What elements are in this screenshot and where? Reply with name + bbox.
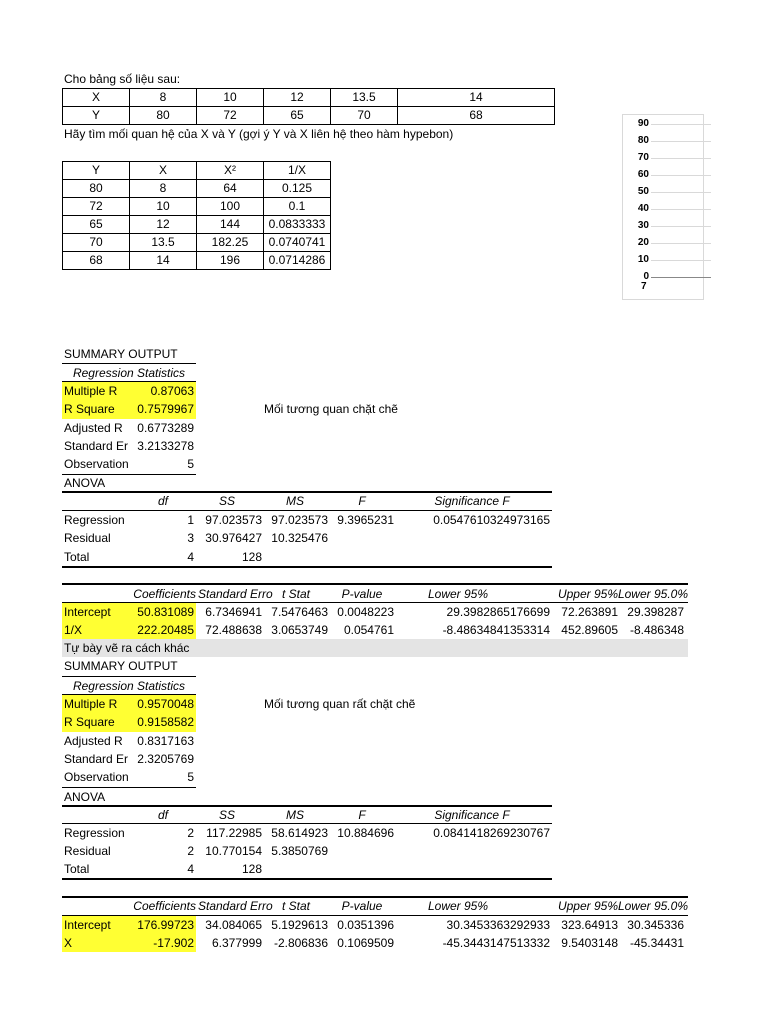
stat-value: 0.87063 (150, 384, 194, 398)
stat-label: Multiple R (64, 697, 118, 711)
intro-text: Cho bảng số liệu sau: (64, 72, 181, 86)
coef-row (62, 603, 688, 621)
table-row (63, 252, 331, 270)
coef-cell: Intercept (64, 918, 111, 932)
coef-header (62, 585, 688, 603)
coef-header-cell: Lower 95% (427, 587, 489, 601)
anova-row (62, 860, 688, 878)
table-cell: 0.0714286 (264, 252, 331, 270)
coef-header-cell: Upper 95% (557, 899, 618, 913)
stat-value: 0.8317163 (137, 733, 194, 748)
coef-cell: 222.20485 (137, 623, 194, 637)
anova-cell: 9.3965231 (337, 513, 394, 527)
question-text: Hãy tìm mối quan hệ của X và Y (gợi ý Y và X liên hệ theo hàm hypebon) (64, 127, 454, 141)
coef-cell: 0.054761 (343, 623, 394, 637)
table-cell: 8 (130, 180, 197, 198)
table-cell: 100 (197, 198, 264, 216)
anova-row (62, 511, 688, 529)
table-header-cell: X² (197, 162, 264, 180)
anova-cell: 1 (187, 513, 194, 527)
coef-row (62, 934, 688, 952)
summary-title: SUMMARY OUTPUT (64, 347, 178, 361)
note-text: Tự bày vẽ ra cách khác (64, 641, 190, 655)
coef-cell: 323.64913 (561, 918, 618, 932)
stat-value: 3.2133278 (137, 438, 194, 453)
anova-label: ANOVA (64, 476, 106, 490)
gridline (651, 209, 711, 210)
anova-cell: 30.976427 (205, 531, 262, 545)
gridline (651, 141, 711, 142)
anova-row (62, 824, 688, 842)
anova-header-cell: F (358, 808, 366, 822)
stat-value: 0.7579967 (137, 402, 194, 417)
stat-label: Standard Er (64, 751, 129, 766)
coef-header-cell: Upper 95% (557, 587, 618, 601)
stat-label: Observation (64, 770, 129, 785)
coef-cell: 3.0653749 (271, 623, 328, 637)
anova-header-cell: MS (286, 494, 304, 508)
table-cell: 196 (197, 252, 264, 270)
stat-label: R Square (64, 402, 115, 417)
table-cell: 72 (197, 107, 264, 125)
table-cell: Y (63, 107, 130, 125)
coef-header-cell: Coefficients (133, 899, 196, 913)
anova-cell: 3 (187, 531, 194, 545)
stats-header: Regression Statistics (72, 366, 186, 380)
anova-header-cell: Significance F (434, 808, 510, 822)
stat-label: Adjusted R (64, 733, 123, 748)
anova-cell: 58.614923 (271, 826, 328, 840)
anova-header-cell: SS (218, 808, 235, 822)
table-cell: 12 (264, 89, 331, 107)
table-row (63, 216, 331, 234)
coef-cell: 72.488638 (205, 623, 262, 637)
table-cell: 70 (331, 107, 398, 125)
table-cell: X (63, 89, 130, 107)
x-axis-line (651, 277, 711, 278)
coef-cell: 452.89605 (561, 623, 618, 637)
coef-cell: 0.1069509 (337, 936, 394, 950)
coef-header-cell: Lower 95% (427, 899, 489, 913)
anova-cell: 4 (187, 550, 194, 564)
coef-cell: 72.263891 (561, 605, 618, 619)
y-tick-label: 80 (637, 135, 649, 146)
table-cell: 13.5 (130, 234, 197, 252)
coef-cell: 5.1929613 (271, 918, 328, 932)
coef-cell: 9.5403148 (561, 936, 618, 950)
coef-cell: X (64, 936, 73, 950)
coef-header-cell: P-value (341, 899, 383, 913)
anova-cell: Residual (64, 531, 111, 545)
stat-value: 0.9158582 (137, 715, 194, 730)
table-cell: 72 (63, 198, 130, 216)
coef-cell: -8.486348 (629, 623, 684, 637)
y-tick-label: 20 (637, 237, 649, 248)
stat-value: 0.9570048 (137, 697, 194, 711)
table-cell: 65 (264, 107, 331, 125)
stat-label: Adjusted R (64, 420, 123, 435)
anova-header (62, 492, 688, 510)
anova-cell: 128 (241, 862, 262, 876)
coef-cell: 6.7346941 (205, 605, 262, 619)
table-cell: 65 (63, 216, 130, 234)
anova-cell: 97.023573 (271, 513, 328, 527)
anova-cell: 2 (187, 844, 194, 858)
stat-row (62, 695, 196, 713)
x-tick-label: 7 (641, 281, 647, 292)
scatter-chart (622, 114, 704, 300)
stat-label: Observation (64, 457, 129, 472)
coef-cell: 50.831089 (137, 605, 194, 619)
coef-header-cell: Lower 95.0% (617, 899, 688, 913)
table-cell: 10 (197, 89, 264, 107)
y-tick-label: 70 (637, 152, 649, 163)
table-cell: 0.1 (264, 198, 331, 216)
table-cell: 68 (398, 107, 555, 125)
anova-row (62, 842, 688, 860)
regression-stats (62, 382, 196, 473)
table-cell: 10 (130, 198, 197, 216)
gridline (651, 192, 711, 193)
table-cell: 70 (63, 234, 130, 252)
table-cell: 8 (130, 89, 197, 107)
coef-cell: Intercept (64, 605, 111, 619)
coef-row (62, 621, 688, 639)
anova-cell: 5.3850769 (271, 844, 328, 858)
coef-cell: -45.34431 (629, 936, 684, 950)
stat-row (62, 382, 196, 400)
divider (62, 566, 552, 568)
coef-cell: 6.377999 (211, 936, 262, 950)
anova-cell: 128 (241, 550, 262, 564)
table-row (63, 234, 331, 252)
table-cell: 14 (130, 252, 197, 270)
stat-label: Multiple R (64, 384, 118, 398)
table-row (63, 180, 331, 198)
stat-row (62, 750, 196, 768)
stat-row (62, 400, 196, 418)
stats-header: Regression Statistics (72, 679, 186, 693)
anova-cell: 4 (187, 862, 194, 876)
table-row (63, 89, 555, 107)
anova-row (62, 548, 688, 566)
anova-cell: 2 (187, 826, 194, 840)
coef-cell: 176.99723 (137, 918, 194, 932)
table-cell: 0.0740741 (264, 234, 331, 252)
data-table-transformed (62, 161, 331, 270)
table-cell: 68 (63, 252, 130, 270)
anova-cell: 10.325476 (271, 531, 328, 545)
anova-cell: Total (64, 550, 90, 564)
coef-header-cell: Standard Erro (198, 899, 273, 913)
coef-header-cell: Lower 95.0% (617, 587, 688, 601)
stat-row (62, 768, 196, 786)
table-cell: 14 (398, 89, 555, 107)
coef-cell: 34.084065 (205, 918, 262, 932)
table-header-cell: 1/X (264, 162, 331, 180)
anova-cell: 0.0841418269230767 (433, 826, 550, 840)
anova-cell: 10.884696 (337, 826, 394, 840)
coef-cell: 7.5476463 (271, 605, 328, 619)
table-row (63, 198, 331, 216)
stat-value: 5 (187, 770, 194, 785)
gridline (651, 243, 711, 244)
anova-header-cell: df (157, 494, 168, 508)
gridline (651, 175, 711, 176)
coef-cell: 0.0048223 (337, 605, 394, 619)
anova-header-cell: Significance F (434, 494, 510, 508)
coef-header-cell: t Stat (281, 899, 310, 913)
table-row (63, 107, 555, 125)
anova-label: ANOVA (64, 790, 106, 804)
stat-label: R Square (64, 715, 115, 730)
table-cell: 80 (63, 180, 130, 198)
coef-cell: 29.3982865176699 (446, 605, 550, 619)
stat-value: 0.6773289 (137, 420, 194, 435)
coef-header-cell: t Stat (281, 587, 310, 601)
stat-row (62, 455, 196, 473)
anova-cell: Total (64, 862, 90, 876)
regression-stats (62, 695, 196, 786)
table-header-cell: Y (63, 162, 130, 180)
coef-header-cell: Standard Erro (198, 587, 273, 601)
divider (62, 878, 552, 880)
stat-row (62, 419, 196, 437)
y-tick-label: 90 (637, 118, 649, 129)
coef-cell: -8.48634841353314 (442, 623, 550, 637)
coef-cell: 1/X (64, 623, 83, 637)
coef-cell: 0.0351396 (337, 918, 394, 932)
coef-header-cell: Coefficients (133, 587, 196, 601)
correlation-comment: Mối tương quan rất chặt chẽ (264, 697, 416, 711)
table-cell: 0.125 (264, 180, 331, 198)
anova-cell: 0.0547610324973165 (433, 513, 550, 527)
stat-row (62, 713, 196, 731)
table-cell: 12 (130, 216, 197, 234)
summary-title: SUMMARY OUTPUT (64, 659, 178, 673)
anova-cell: 10.770154 (205, 844, 262, 858)
coef-cell: 30.345336 (627, 918, 684, 932)
correlation-comment: Mối tương quan chặt chẽ (264, 402, 398, 416)
anova-cell: 97.023573 (205, 513, 262, 527)
gridline (651, 226, 711, 227)
anova-row (62, 529, 688, 547)
anova-header-cell: MS (286, 808, 304, 822)
y-tick-label: 50 (637, 186, 649, 197)
stat-label: Standard Er (64, 438, 129, 453)
table-cell: 80 (130, 107, 197, 125)
coef-cell: -2.806836 (273, 936, 328, 950)
stat-row (62, 437, 196, 455)
table-cell: 182.25 (197, 234, 264, 252)
table-cell: 64 (197, 180, 264, 198)
y-tick-label: 60 (637, 169, 649, 180)
y-tick-label: 30 (637, 220, 649, 231)
y-tick-label: 0 (643, 271, 649, 282)
table-cell: 0.0833333 (264, 216, 331, 234)
coef-cell: 30.3453363292933 (446, 918, 550, 932)
anova-cell: Regression (64, 513, 125, 527)
gridline (651, 158, 711, 159)
gridline (651, 260, 711, 261)
coef-cell: -45.3443147513332 (442, 936, 550, 950)
coef-row (62, 916, 688, 934)
y-tick-label: 40 (637, 203, 649, 214)
table-cell: 13.5 (331, 89, 398, 107)
anova-header-cell: df (157, 808, 168, 822)
anova-cell: Residual (64, 844, 111, 858)
table-row (63, 162, 331, 180)
coef-header-cell: P-value (341, 587, 383, 601)
stat-value: 5 (187, 457, 194, 472)
stat-value: 2.3205769 (137, 751, 194, 766)
coef-cell: -17.902 (153, 936, 194, 950)
coef-header (62, 897, 688, 915)
anova-header (62, 806, 688, 824)
anova-header-cell: F (358, 494, 366, 508)
gridline (651, 124, 711, 125)
data-table-xy (62, 88, 555, 125)
anova-cell: Regression (64, 826, 125, 840)
coef-cell: 29.398287 (627, 605, 684, 619)
stat-row (62, 732, 196, 750)
anova-header-cell: SS (218, 494, 235, 508)
anova-cell: 117.22985 (206, 826, 262, 840)
table-cell: 144 (197, 216, 264, 234)
table-header-cell: X (130, 162, 197, 180)
y-tick-label: 10 (637, 254, 649, 265)
